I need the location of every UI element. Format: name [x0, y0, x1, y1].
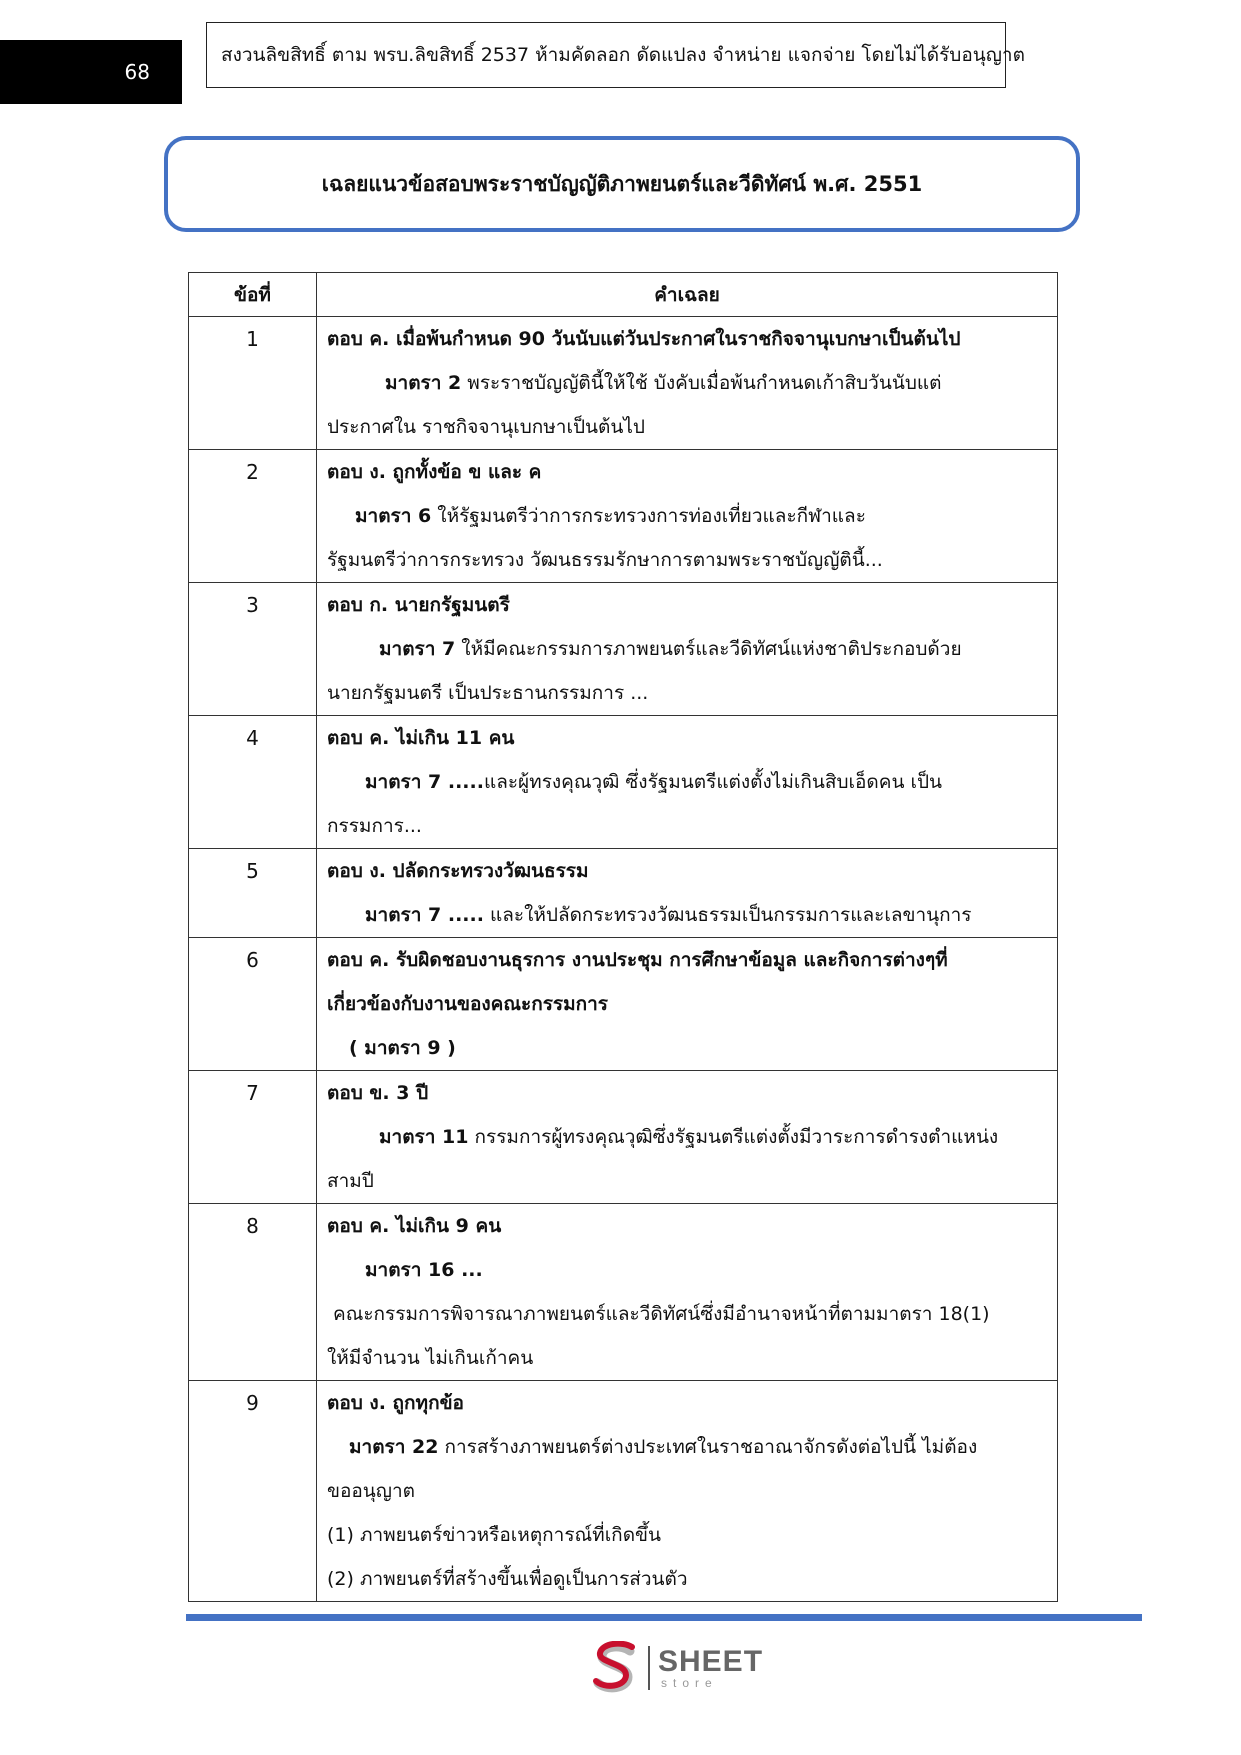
- question-number: 1: [189, 317, 317, 450]
- section-text-continued: นายกรัฐมนตรี เป็นประธานกรรมการ ...: [327, 682, 649, 704]
- section-text-continued: ประกาศใน ราชกิจจานุเบกษาเป็นต้นไป: [327, 416, 645, 438]
- logo-word: SHEET: [658, 1645, 764, 1678]
- answer-choice-continued: เกี่ยวข้องกับงานของคณะกรรมการ: [327, 993, 609, 1015]
- section-text-continued: รัฐมนตรีว่าการกระทรวง วัฒนธรรมรักษาการตามพระราชบัญญัตินี้...: [327, 549, 883, 571]
- answer-cell: [317, 1071, 1058, 1204]
- table-row: [189, 1204, 1058, 1381]
- section-excerpt: [327, 1425, 1047, 1469]
- logo-subword: store: [661, 1676, 718, 1690]
- section-label: มาตรา 16 ...: [365, 1259, 483, 1281]
- sheet-logo-icon: [590, 1641, 642, 1695]
- page-number-tab: [0, 40, 182, 104]
- section-text: ให้รัฐมนตรีว่าการกระทรวงการท่องเที่ยวและกีฬาและ: [431, 505, 866, 527]
- answer-cell: [317, 450, 1058, 583]
- header-question-number: ข้อที่: [189, 273, 317, 317]
- table-row: [189, 1071, 1058, 1204]
- question-number: 2: [189, 450, 317, 583]
- section-reference: ( มาตรา 9 ): [349, 1037, 456, 1059]
- section-excerpt: [327, 361, 1047, 405]
- answer-cell: [317, 716, 1058, 849]
- page-title: เฉลยแนวข้อสอบพระราชบัญญัติภาพยนตร์และวีดิทัศน์ พ.ศ. 2551: [321, 171, 923, 196]
- section-excerpt: [327, 1115, 1047, 1159]
- section-text: การสร้างภาพยนตร์ต่างประเทศในราชอาณาจักรดังต่อไปนี้ ไม่ต้อง: [438, 1436, 978, 1458]
- answer-choice: ตอบ ข. 3 ปี: [327, 1082, 429, 1104]
- answer-choice: ตอบ ค. รับผิดชอบงานธุรการ งานประชุม การศึกษาข้อมูล และกิจการต่างๆที่: [327, 949, 948, 971]
- answer-choice: ตอบ ง. ปลัดกระทรวงวัฒนธรรม: [327, 860, 589, 882]
- section-text: พระราชบัญญัตินี้ให้ใช้ บังคับเมื่อพ้นกำหนดเก้าสิบวันนับแต่: [461, 372, 942, 394]
- table-row: [189, 583, 1058, 716]
- section-text-continued: ขออนุญาต: [327, 1480, 415, 1502]
- question-number: 4: [189, 716, 317, 849]
- footer-rule: [186, 1614, 1142, 1621]
- section-text: และผู้ทรงคุณวุฒิ ซึ่งรัฐมนตรีแต่งตั้งไม่เกินสิบเอ็ดคน เป็น: [483, 771, 943, 793]
- answer-choice: ตอบ ค. เมื่อพ้นกำหนด 90 วันนับแต่วันประกาศในราชกิจจานุเบกษาเป็นต้นไป: [327, 328, 961, 350]
- list-item: (1) ภาพยนตร์ข่าวหรือเหตุการณ์ที่เกิดขึ้น: [327, 1524, 662, 1546]
- section-text-continued: ให้มีจำนวน ไม่เกินเก้าคน: [327, 1347, 534, 1369]
- section-text: กรรมการผู้ทรงคุณวุฒิซึ่งรัฐมนตรีแต่งตั้งมีวาระการดำรงตำแหน่ง: [468, 1126, 999, 1148]
- table-row: [189, 317, 1058, 450]
- answer-table: [188, 272, 1058, 1602]
- question-number: 5: [189, 849, 317, 938]
- section-label: มาตรา 7 .....: [365, 904, 484, 926]
- question-number: 3: [189, 583, 317, 716]
- answer-cell: [317, 1381, 1058, 1602]
- section-text: ให้มีคณะกรรมการภาพยนตร์และวีดิทัศน์แห่งชาติประกอบด้วย: [455, 638, 962, 660]
- answer-choice: ตอบ ค. ไม่เกิน 9 คน: [327, 1215, 502, 1237]
- section-label: มาตรา 11: [379, 1126, 469, 1148]
- section-label: มาตรา 6: [355, 505, 432, 527]
- section-excerpt: [327, 494, 1047, 538]
- section-text: และให้ปลัดกระทรวงวัฒนธรรมเป็นกรรมการและเลขานุการ: [483, 904, 972, 926]
- section-text-continued: กรรมการ...: [327, 815, 422, 837]
- logo-text: [658, 1647, 763, 1689]
- table-row: [189, 849, 1058, 938]
- table-row: [189, 716, 1058, 849]
- question-number: 9: [189, 1381, 317, 1602]
- answer-cell: [317, 1204, 1058, 1381]
- copyright-notice: สงวนลิขสิทธิ์ ตาม พรบ.ลิขสิทธิ์ 2537 ห้ามคัดลอก ดัดแปลง จำหน่าย แจกจ่าย โดยไม่ได้รับอนุญาต: [221, 44, 1025, 66]
- page-number: 68: [124, 60, 150, 84]
- answer-cell: [317, 583, 1058, 716]
- answer-choice: ตอบ ง. ถูกทั้งข้อ ข และ ค: [327, 461, 542, 483]
- list-item: (2) ภาพยนตร์ที่สร้างขึ้นเพื่อดูเป็นการส่วนตัว: [327, 1568, 688, 1590]
- answer-cell: [317, 317, 1058, 450]
- logo-separator: [648, 1646, 650, 1690]
- section-excerpt: [327, 893, 1047, 937]
- section-text: คณะกรรมการพิจารณาภาพยนตร์และวีดิทัศน์ซึ่งมีอำนาจหน้าที่ตามมาตรา 18(1): [333, 1303, 990, 1325]
- section-text-continued: สามปี: [327, 1170, 374, 1192]
- section-excerpt: [327, 627, 1047, 671]
- section-label: มาตรา 2: [385, 372, 462, 394]
- header-answer: คำเฉลย: [317, 273, 1058, 317]
- sheet-store-logo: [590, 1638, 763, 1698]
- copyright-notice-box: [206, 22, 1025, 88]
- answer-cell: [317, 938, 1058, 1071]
- table-row: [189, 1381, 1058, 1602]
- title-box: [164, 136, 1080, 232]
- table-header-row: [189, 273, 1058, 317]
- answer-choice: ตอบ ค. ไม่เกิน 11 คน: [327, 727, 515, 749]
- section-label: มาตรา 22: [349, 1436, 439, 1458]
- answer-choice: ตอบ ง. ถูกทุกข้อ: [327, 1392, 464, 1414]
- section-excerpt: [327, 760, 1047, 804]
- section-label: มาตรา 7: [379, 638, 456, 660]
- question-number: 6: [189, 938, 317, 1071]
- table-row: [189, 450, 1058, 583]
- question-number: 7: [189, 1071, 317, 1204]
- table-row: [189, 938, 1058, 1071]
- question-number: 8: [189, 1204, 317, 1381]
- section-label: มาตรา 7 .....: [365, 771, 484, 793]
- answer-choice: ตอบ ก. นายกรัฐมนตรี: [327, 594, 510, 616]
- answer-cell: [317, 849, 1058, 938]
